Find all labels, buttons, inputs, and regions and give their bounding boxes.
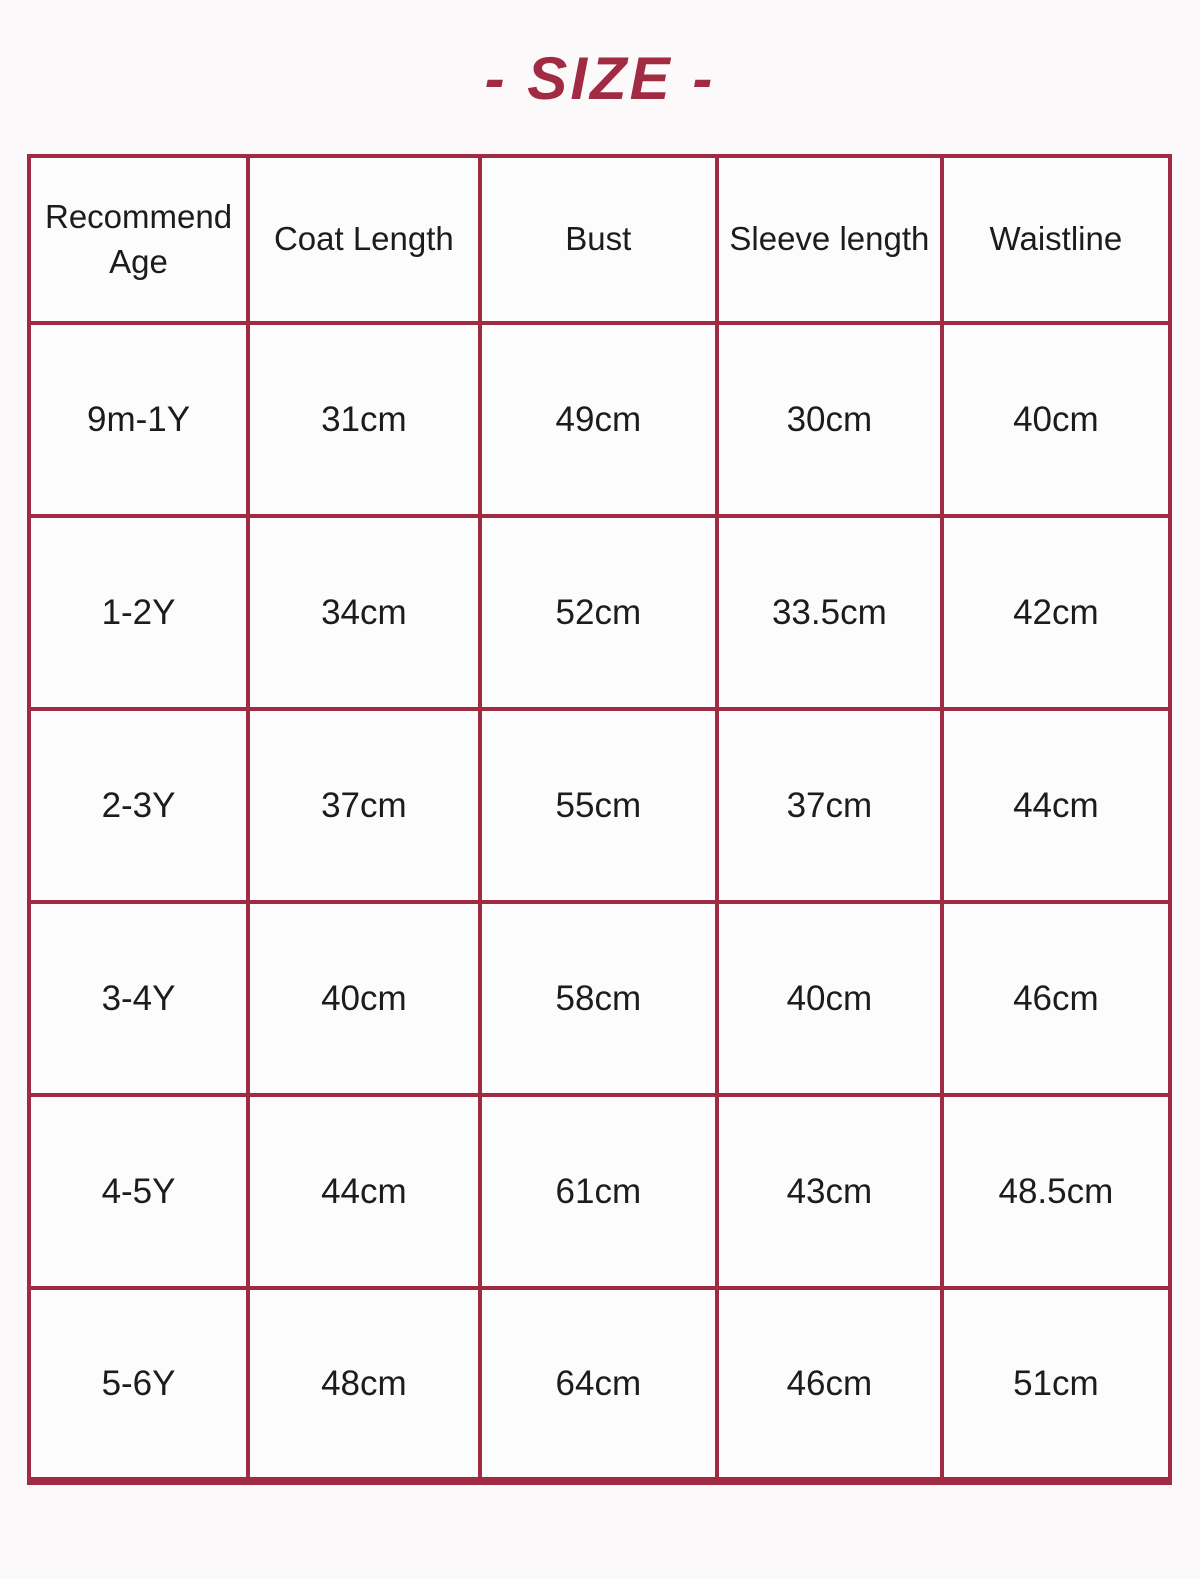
column-header: Waistline [942, 156, 1170, 323]
table-cell: 5-6Y [29, 1288, 248, 1481]
column-header: Recommend Age [29, 156, 248, 323]
table-cell: 46cm [717, 1288, 942, 1481]
table-cell: 2-3Y [29, 709, 248, 902]
table-row [29, 1095, 1170, 1288]
column-header: Coat Length [248, 156, 480, 323]
table-cell: 43cm [717, 1095, 942, 1288]
size-table [27, 154, 1172, 1485]
table-cell: 34cm [248, 516, 480, 709]
table-cell: 46cm [942, 902, 1170, 1095]
table-row [29, 1288, 1170, 1481]
table-row [29, 516, 1170, 709]
header-row [29, 156, 1170, 323]
table-cell: 51cm [942, 1288, 1170, 1481]
table-cell: 1-2Y [29, 516, 248, 709]
table-cell: 37cm [248, 709, 480, 902]
table-cell: 31cm [248, 323, 480, 516]
table-cell: 4-5Y [29, 1095, 248, 1288]
table-row [29, 323, 1170, 516]
column-header: Sleeve length [717, 156, 942, 323]
table-cell: 44cm [248, 1095, 480, 1288]
table-cell: 33.5cm [717, 516, 942, 709]
page-title: - SIZE - [484, 45, 716, 112]
table-cell: 52cm [480, 516, 717, 709]
table-row [29, 902, 1170, 1095]
table-cell: 58cm [480, 902, 717, 1095]
table-row [29, 709, 1170, 902]
column-header: Bust [480, 156, 717, 323]
table-cell: 55cm [480, 709, 717, 902]
table-cell: 61cm [480, 1095, 717, 1288]
table-cell: 48cm [248, 1288, 480, 1481]
table-cell: 40cm [717, 902, 942, 1095]
table-cell: 30cm [717, 323, 942, 516]
table-cell: 49cm [480, 323, 717, 516]
table-cell: 64cm [480, 1288, 717, 1481]
table-cell: 48.5cm [942, 1095, 1170, 1288]
table-cell: 44cm [942, 709, 1170, 902]
table-cell: 9m-1Y [29, 323, 248, 516]
size-table-body [29, 323, 1170, 1481]
table-cell: 40cm [248, 902, 480, 1095]
table-cell: 37cm [717, 709, 942, 902]
table-cell: 3-4Y [29, 902, 248, 1095]
table-cell: 42cm [942, 516, 1170, 709]
table-cell: 40cm [942, 323, 1170, 516]
